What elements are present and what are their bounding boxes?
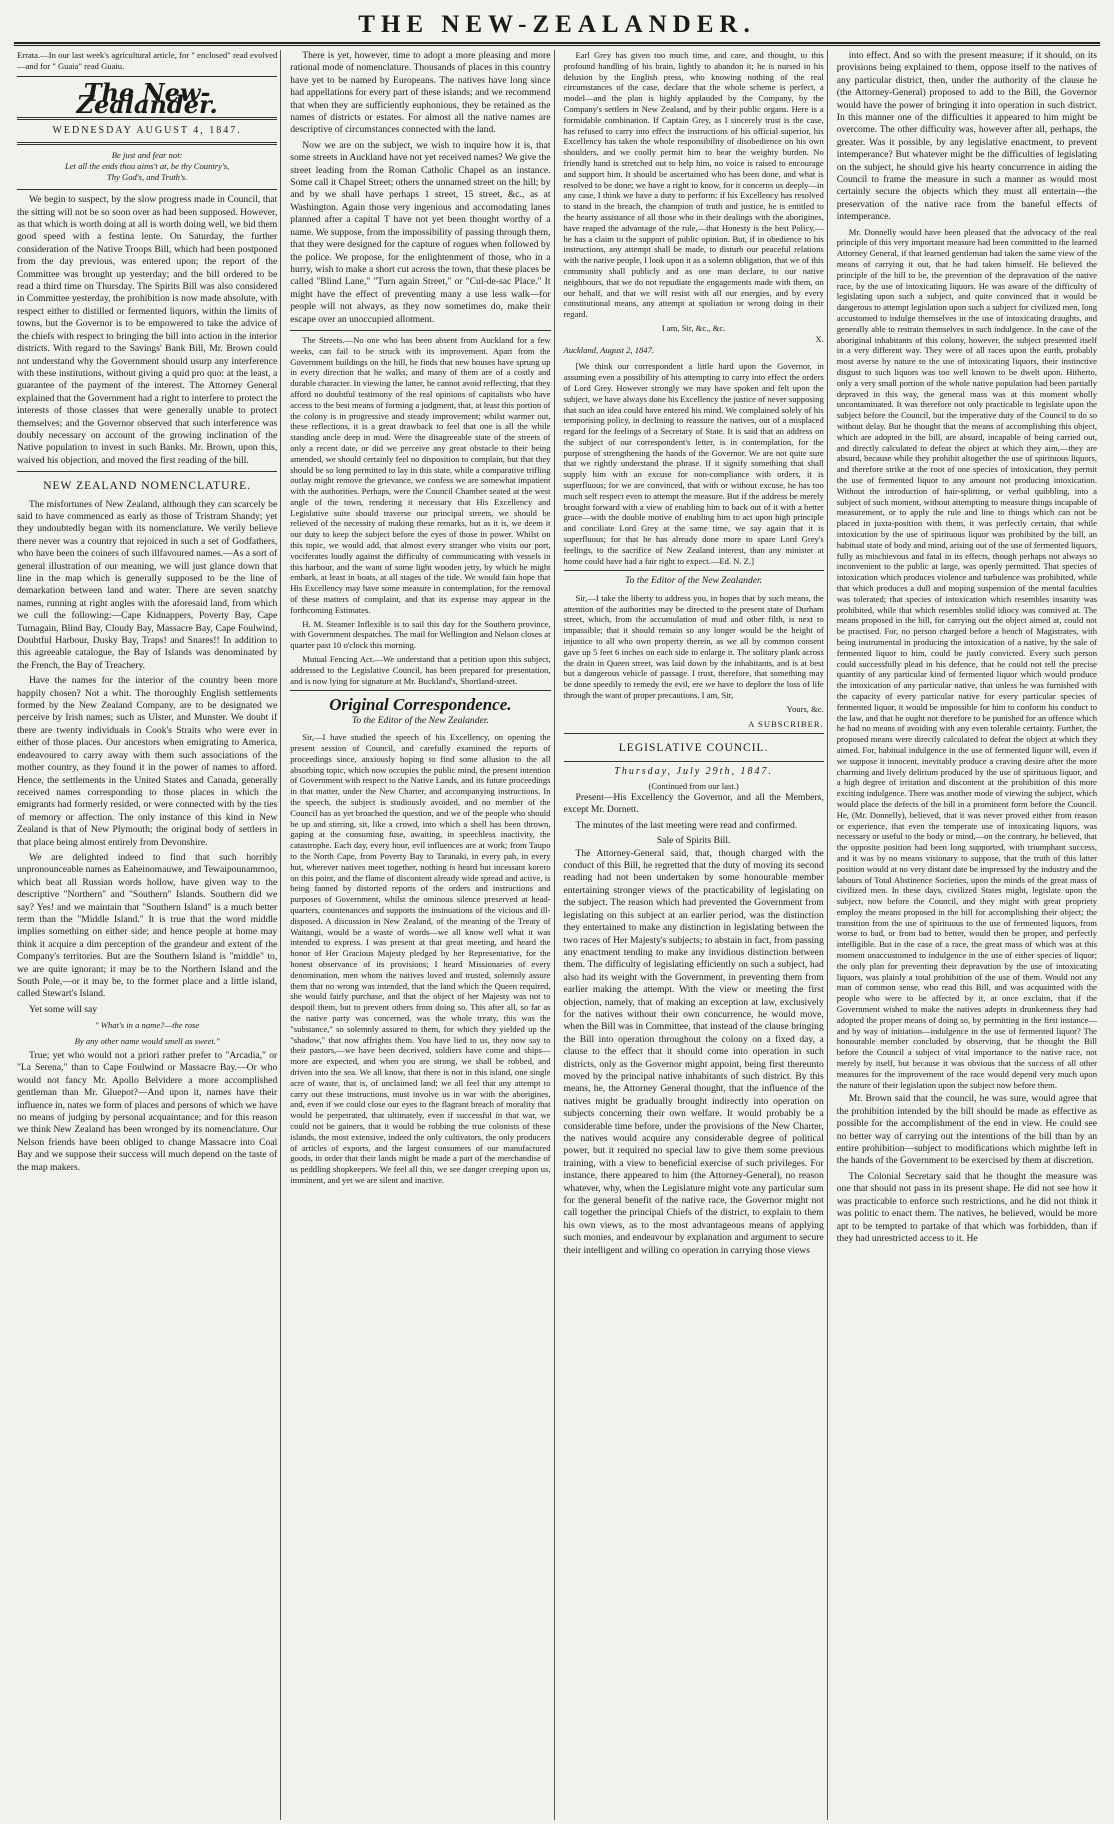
verse-line-2: By any other name would smell as sweet." xyxy=(74,1035,220,1046)
letter2-signoff: Yours, &c. xyxy=(786,703,824,714)
section-rule xyxy=(290,690,550,691)
council-minutes: The minutes of the last meeting were read and confirmed. xyxy=(575,819,798,831)
letter2-subheading: To the Editor of the New Zealander. xyxy=(625,575,763,587)
nomenclature-paragraph: We are delighted indeed to find that such horribly unpronounceable names as Eaheinomauwe, and Tewaipounammoo, which beat all Russian words hollow, have given way to the descriptive "Northern" and "Southern" Islands. Southern did we say? Yes! and we maintain that "Southern Island" is a much better term than the "Middle Island." It is true that the word middle implies something on either side; and hence people at home may think it acquire a dim perception of the grandeur and extent of the Company's territories. But are the Southern Island is "middle" to, we are quite ignorant; it may be to the Northern Island and the South Pole,—or it may be, to the former place and a little island, called Stewart's Island. xyxy=(17,851,278,1000)
letter-signature: X. xyxy=(815,333,824,344)
spirits-paragraph: into effect. And so with the present measure; if it should, on its provisions being explained to them, oppose itself to the natives of any particular district, then, under the authority of the clause he (the Attorney-General) proposed to add to the Bill, the Governor would have the power of bringing it into operation in such district. In this manner one of the difficulties it appeared to him might be overcome. The other difficulty was, however after all, perhaps, the greater. Was it possible, by any legislative enactment, to prevent intemperance? But whatever might be the difficulties of legislating on the subject, he should give his hearty concurrence in aiding the Council to frame the measure in such a manner as would most certainly secure the objects which they must all entertain—the preservation of the native race from the baneful effects of intemperance. xyxy=(836,50,1097,223)
streets-paragraph: The Streets.—No one who has been absent from Auckland for a few weeks, can fail to be struck with its improvement. Apart from the Government buildings on the hill, he finds that new houses have sprung up in every direction that he walks, and many of them are of a costly and durable character. In viewing the latter, he cannot avoid reflecting, that they afford no doubtful testimony of the real opinions of capitalists who have access to the best means of forming a judgment, that, at least this portion of the colony is in progressive and steady improvement; whilst warmer out, these reflections, it is a great drawback to feel that one is all the while standing ancle deep in mud. Were the disagreeable state of the streets of only a recent date, or did we perceive any great obstacle to their being amended, we should certainly feel no disposition to complain, but that they should be so long permitted to lay in this state, while a comparative trifling outlay might remove the grievance, we confess we are somewhat impatient with the authorities. Perhaps, were the Council Chamber seated at the west angle of the town, rendering it necessary that His Excellency and Legislative suite should traverse our principal streets, we should be relieved of the necessity of making these remarks, but as it is, we deem it our duty to keep the subject before the eyes of those in power. Whilst on this topic, we would add, that almost every stranger who visits our port, vociferates loudly against the difficulty of communicating with vessels in this harbour, and the want of some light wooden jetty, by which he might embark, at least in boats, at all stages of the tide. We would fain hope that His Excellency may have some measure in contemplation, for the removal of these matters of complaint, and that its expense may appear in the forthcoming Estimates. xyxy=(290,334,551,615)
columns xyxy=(14,50,1100,1820)
motto xyxy=(17,150,277,183)
letter2-signature: A SUBSCRIBER. xyxy=(748,718,824,729)
nomenclature-paragraph: There is yet, however, time to adopt a more pleasing and more rational mode of nomenclature. Thousands of places in this country have yet to be named by Europeans. The natives have long since had appellations for every part of these islands; and we recommend that when they are sufficiently euphonious, they be retained as the names of districts or estates. For almost all the native names are descriptive of circumstances connected with the land. xyxy=(290,50,551,136)
letter-paragraph: Earl Grey has given too much time, and care, and thought, to this profound handling of his brain, lightly to abandon it; he is nursed in his delusion by the English press, who knowing nothing of the real circumstances of the case, declare that the whole scheme is perfect, a model—and the plan is highly applauded by the Company, by the Company's settlers in New Zealand, and by their public organs. Here is a formidable combination. If Captain Grey, as I sincerely trust is the case, has refused to carry into effect the instructions of his official superior, his Excellency has taken the whole responsibility of disobedience on his own shoulders, and we coolly permit him to bear the weighty burden. No friendly hand is stretched out to help him, no voice is raised to encourage and support him. It should be ascertained who has been done, and what is resolved to be done; we have a right to know, for it concerns us deeply—in any case, I think we have a duty to perform: if his Excellency has resolved to stand in the breach, the champion of truth and justice, he is entitled to the hearty assistance of all those who in their dealings with the aborigines, have reaped the advantage of the rule,—that Honesty is the best Policy,—he has a claim to the support of public opinion. But, if in obedience to his instructions, any attempt shall be made, to disturb our peaceful relations with the native people, I look upon it as a solemn obligation, that we of this community shall publicly and as one man declare, to our native neighbours, that we do not repudiate the engagements made with them, on our behalf, and that we will resist with all our energies, and by every constitutional means, any attempt at spoliation or wrong doing in their regard. xyxy=(563,50,824,320)
errata-notice: Errata.—In our last week's agricultural article, for " enclosed" read evolved—and for " Guaia" read Guaiu. xyxy=(17,50,277,77)
correspondence-subheading: To the Editor of the New Zealander. xyxy=(351,714,489,726)
brown-paragraph: Mr. Brown said that the council, he was sure, would agree that the prohibition intended by the bill should be made as effective as possible for the accomplishment of the end in view. He could see no better way of carrying out the intentions of the bill than by an entire prohibition—subject to modifications which mightbe left in the hands of the Government to be exercised by them at discretion. xyxy=(836,1093,1097,1167)
dateline-rule xyxy=(17,142,277,145)
dateline: WEDNESDAY AUGUST 4, 1847. xyxy=(52,124,242,136)
spirits-bill-heading: Sale of Spirits Bill. xyxy=(656,835,731,847)
section-rule xyxy=(564,733,824,734)
editor-note: [We think our correspondent a little hard upon the Governor, in assuming even a possibility of his attempting to carry into effect the orders of Lord Grey. However strongly we may have spoken and felt upon the subject, we have always done his Excellency the justice of never supposing that such an idea could have entered his mind. We complained solely of his temporising policy, in declining to reassure the natives, out of a misplaced regard for the feelings of a Secretary of State. It is said that an address on the subject of our correspondent's letter, is in contemplation, for the purpose of strengthening the hands of the Governor. We are not quite sure that we rightly understand the phrase. If it signify something that shall supply him with an excuse for non-compliance with orders, it is superfluous; for we are convinced, that with or without excuse, he has too much self respect even to attempt the measure. But if the address be merely brought forward with a view of enabling him to back out of it with a better grace—with the double motive of enabling him to act upon high principle and conciliate Lord Grey at the same time, we say again that it is superfluous; for that he has already done more to spare Lord Grey's feelings, to the sacrifice of New Zealand interest, than any minister at home could have had a fair right to expect.—Ed. N. Z.] xyxy=(563,361,824,566)
nomenclature-paragraph: Yet some will say xyxy=(29,1003,98,1015)
section-rule xyxy=(564,570,824,571)
letter-paragraph: Sir,—I have studied the speech of his Excellency, on opening the present session of Council, and carefully examined the reports of proceedings since, anxiously hoping to find some allusion to the all absorbing topic, which now occupies the public mind, the present intention of Government with respect to the Native Lands, and its future proceedings in that matter, under the New Charter, and accompanying instructions. In the speech, the subject is studiously avoided, and no member of the Council has as yet broached the question, and we of the people who should be up and stirring, sit, like a crowd, into which a shell has been thrown, gaping at the consuming fuse, awaiting, in speechless inactivity, the catastrophe. Each day, every hour, evil influences are at work; from Taupo to the North Cape, from Poverty Bay to Taranaki, in every pah, in every hut, wherever natives meet together, nothing is heard but incessant korero on this point, and the flame of discontent already wide spread and active, is being fanned by distorted reports of the orders and instructions and purposes of Government, whilst the ominous silence preserved at head-quarters, countenances and supports the insinuations of the vicious and ill-disposed. A discussion in New Zealand, of the meaning of the Treaty of Waitangi, would be a waste of words—we all know well what it was intended to express. I was present at that great meeting, and heard the honor of Her Gracious Majesty pledged by her Representative, for the honest observance of its provisions; I heard Missionaries of every denomination, men whom the natives loved and trusted, solemnly assure them that no wrong was intended, that the land which the Queen required, she would fairly purchase, and that the object of her Majesty was not to despoil them, but to prevent others from doing so. This after all, so far as the native party was concerned, was the whole treaty, this was the "substance," so solemnly assured to them, for which they yielded up the "shadow," that now affrights them. You have lied to us, they now say to their pastors,—we have been deceived, soldiers have come and ships—more are expected, and when you are strong, we shall be robbed, and driven into the sea. We all know, that there is not in this island, one single acre of waste, that is, of unclaimed land; we all feel that any attempt to carry out these instructions, must involve us in war with the aborigines, and, even if we could close our eyes to the flagrant breach of morality that would be perpetrated, that ultimately, even if successful in that war, we could not be gainers, that it would be robbing the true colonists of these islands, the most extensive, indeed the only cultivators, the only producers of articles of exports, and the largest consumers of our manufactured goods, in order that their lands might be made a part of the merchandise of us peddling shopkeepers. We feel all this, we see danger creeping upon us, imminent, and yet we are silent and inactive. xyxy=(290,732,551,1185)
council-continued: (Continued from our last.) xyxy=(648,781,739,792)
letter2-paragraph: Sir,—I take the liberty to address you, in hopes that by such means, the attention of the authorities may be directed to the present state of Durham street, which, from the accumulation of mud and other filth, is next to impassible; that it should remain so any longer would be the height of injustice to all who own property therein, as we all by common consent gave up 5 feet 6 inches on each side to enlarge it. The solitary plank across the drain in Queen street, was laid down by the inhabitants, and is at best but a dangerous vehicle of passage. I trust, therefore, that something may be done speedily to remedy the evil, ere we have to deplore the loss of life through the want of proper precautions. I am, Sir, xyxy=(563,592,824,701)
spirits-paragraph: The Attorney-General said, that, though charged with the conduct of this Bill, he regretted that the duty of moving its second reading had not been undertaken by some honourable member entertaining stronger views of the practicability of legislating on the subject. The reason which had prevented the Government from legislating on this subject at an earlier period, was the distinction they entertained to make any distinction in legislating between the two races of Her Majesty's subjects; to abstain in fact, from passing any enactment tending to make any invidious distinction between them. The difficulty of legislating efficiently on such a subject, had also had its weight with the Government, in preventing them from earlier making the attempt. With the view or meeting the first objection, namely, that of making an exception at law, exclusively for the natives without their own concurrence, he would move, when the Bill was in Committee, that instead of the clause bringing the Bill into operation throughout the colony on a fixed day, a clause to the effect that it should come into operation in such districts, only as the Governor might appoint, being first thereunto moved by the principal native inhabitants of such district. By this means, he, the Attorney General thought, that the influence of the natives might be gradually brought indirectly into operation on subjects concerning their own welfare. It would probably be a considerable time before, under the provisions of the New Charter, the natives would acquire any considerable degree of political power, but it required no special law to give them some previous training, with a view to beneficial exercise of such privileges. For instance, there appeared to him (the Attorney-General), no reason whatever, why, when the Legislature might vote any particular sum for the general benefit of the native race, the Governor might not call together the principal Chiefs of the district, to explain to them his own views, as to the most advantageous means of applying such monies, and endeavour by explanation and argument to secure their intelligent and willing co operation in carrying those views xyxy=(563,847,824,1256)
masthead: THE NEW-ZEALANDER. xyxy=(358,11,756,38)
column-3 xyxy=(561,50,828,1820)
council-heading: LEGISLATIVE COUNCIL. xyxy=(618,742,769,755)
paper-title: The New-Zealander. xyxy=(76,78,218,120)
letter-place-date: Auckland, August 2, 1847. xyxy=(563,344,655,355)
fencing-paragraph: Mutual Fencing Act.—We understand that a petition upon this subject, addressed to the Legislative Council, has been prepared for presentation, and is now lying for signature at Mr. Buckland's, Shortland-street. xyxy=(290,654,551,686)
council-rule xyxy=(564,761,824,762)
editorial-paragraph: We begin to suspect, by the slow progress made in Council, that the sitting will not be so soon over as had been supposed. However, as that which is worth doing at all is worth doing well, we bid them good speed with a festina lente. On Saturday, the further consideration of the Native Troops Bill, which had been postponed from the day previous, was entered upon; the report of the Committee was brought up yesterday; and the bill ordered to be read a third time on Thursday. The Spirits Bill was also considered in Committee yesterday, the prohibition is now made absolute, with respect either to distilled or fermented liquors, within the limits of towns, but the Governor is to be empowered to take the advice of the chiefs with respect to bringing the bill into action in the interior districts. With regard to the Savings' Bank Bill, Mr. Brown could not understand why the Government should usurp any interference with these institutions, without giving a quid pro quo: at the least, a guarantee of the payment of the interest. The Attorney General explained that the Government had a right to interfere to protect the interests of those classes that were generally unable to protect themselves; and the Governor observed that such interference was doubly necessary on account of the growing inclination of the Native population to invest in such Banks. Mr. Brown, upon this, waived his objection, and moved the first reading of the bill. xyxy=(17,194,278,466)
motto-line-2: Let all the ends thou aims't at, be thy Country's, xyxy=(64,161,230,172)
letter-signoff: I am, Sir, &c., &c. xyxy=(661,322,726,333)
council-present: Present—His Excellency the Governor, and all the Members, except Mr. Dornett. xyxy=(563,792,824,816)
council-date: Thursday, July 29th, 1847. xyxy=(614,765,773,777)
verse-line-1: " What's in a name?—the rose xyxy=(95,1020,200,1031)
motto-rule xyxy=(17,189,277,190)
secretary-paragraph: The Colonial Secretary said that he thought the measure was one that should not pass in its present shape. He did not see how it was practicable to enforce such restrictions, and he did not think it was politic to enact them. The natives, he believed, would be more apt to be tempted to partake of that which was forbidden, than if they had unrestricted access to it. He xyxy=(836,1170,1097,1244)
column-2 xyxy=(287,50,554,1820)
steamer-paragraph: H. M. Steamer Inflexible is to sail this day for the Southern province, with Government despatches. The mail for Wellington and Nelson closes at quarter past 10 o'clock this morning. xyxy=(290,618,551,651)
motto-line-3: Thy God's, and Truth's. xyxy=(106,172,188,183)
correspondence-heading: Original Correspondence. xyxy=(329,695,512,715)
section-rule xyxy=(17,471,277,472)
motto-line-1: Be just and fear not: xyxy=(111,150,183,161)
nomenclature-heading: NEW ZEALAND NOMENCLATURE. xyxy=(43,480,252,493)
nomenclature-paragraph: Have the names for the interior of the country been more happily chosen? Not a whit. The thoroughly English settlements formed by the New Zealand Company, are to be designated we perceive by Irish names; such as Ulster, and Munster. We doubt if there are twenty individuals in Cook's Straits who were ever in either of those places. Our ancestors when emigrating to America, endeavoured to carry away with them such associations of the mother country, as they found it in the power of names to afford. Hence, the settlements in the United States and Canada, generally received names corresponding to those places in which the emigrants had formerly resided, or were connected with by the ties of memory or affection. The only instance of this kind in New Zealand is that of New Plymouth; the original body of settlers in that place being almost entirely from Devonshire. xyxy=(17,675,278,848)
nomenclature-paragraph: The misfortunes of New Zealand, although they can scarcely be said to have commenced as early as those of Tristram Shandy; yet they undoubtedly began with its nomenclature. We verily believe there never was a country that rejoiced in such a set of Godfathers, who have been the coiners of such illfavoured names.—As a sort of general illustration of our meaning, we will just glance down that line in the map which is generally supposed to be the line of demarkation between land and water. There are seven snatchy names, running at right angles with the aforesaid land, from which we cull the following:—Cape Kidnappers, Poverty Bay, Cape Turnagain, Blind Bay, Cloudy Bay, Massacre Bay, Cape Foulwind, Doubtful Harbour, Dusky Bay, Traps! and Snares!! In addition to this agreeable catalogue, the Bay of Islands was denominated by the French, the Bay of Treachery. xyxy=(17,498,278,671)
section-rule xyxy=(290,330,550,331)
donnelly-paragraph: Mr. Donnelly would have been pleased that the advocacy of the real principle of this very important measure had been committed to the learned Attorney General, if that learned gentleman had taken the same view of the means of carrying it out, that he had taken himself. He believed the principle of the bill to be, the prevention of the depravation of the native race, by the use of intoxicating liquors. He was aware of the difficulty of legislating upon such a subject, and quite convinced that it would be dangerous to attempt legislation upon such a subject for civilized men, long accustomed to indulge themselves in the use of intoxicating draughts, and generally able to restrain themselves in such indulgence. In the case of the aboriginal inhabitants of this colony, however, the subject presented itself in a very different way. They were of all races upon the earth, probably most averse by nature to the use of intoxicating liquors, their instinctive disgust to such liquors was too well known to be dwelt upon. Hitherto, only a very small portion of the whole native population had been partially depraved in this way, the general mass was at this moment wholly uncontaminated. It was therefore not only practicable to legislate upon the subject before the Council, but the imperative duty of the Council to do so without delay. But he thought that the means of accomplishing this object, which are adopted in the bill, are absurd, incapable of being carried out, and directly calculated to defeat the object at which they aim,—they are absurd, because while they prohibit altogether the use of spirituous liquors, and therefore strike at the root of one species of intoxication, they permit the use of fermented liquor to any amount not producing intoxication. Without the introduction of hair-splitting, or verbal quibbling, into a subject of such moment, without attempting to measure things incapable of measurement, or to apply the rule and line to things which can not be placed in juxta-position with them, it was perfectly certain, that while intoxication by the use of spirituous liquor was prohibited by the bill, an habitual state of body and mind, arising out of the use of fermented liquors, fully as mischievous and fatal in its effects, though perhaps not always so inconvenient to the public at large, was openly permitted. That species of intoxication which produces violence and turbulence was prohibited, while that which produces a dull and moping suspension of the mental faculties was tolerated; that species of intoxication which resembles insanity was prohibited, while that which resembles stolid idiocy was connived at. The means proposed in the bill, for carrying out the object aimed at, could not be practised. For, no person charged before a bench of Magistrates, with being instrumental in producing the intoxication of a native, by the sale of fermented liquor to him, could be justly convicted. Every such person could successfully plead in his defence, that he could not tell the precise quantity of any particular kind of fermented liquor which would produce the intoxication of any particular native, that unless he was furnished with the capacity of every particular native for every particular species of fermented liquor, it would be impossible for him to conform his conduct to the law, and that he ought not therefore to be punished for an offence which he had no means of avoiding with any even tolerable certainty. Further, the proposed means were directly calculated to defeat the object at which they aimed. For, habitual indulgence in the use of fermented liquor will, even if we suppose it innocent, inevitably produce a craving desire after the more charming and lively delirium produced by the use of spirituous liquor, and a high degree of irritation and discontent at the prohibition of this more exciting indulgence. There was another mode of viewing the subject, which would place the defects of the bill in a prominent form before the Council. He, (Mr. Donnelly), believed, that it was never proved either from reason or experience, that even the temperate use of intoxicating liquors, was necessary or useful to the body or mind,—on the contrary, he believed, that the opposite position had been long supported, with triumphant success, and it was by no means visionary to suppose, that the truth of this latter position would at no very distant date be impressed by the industry and the labours of Total Abstinence Societies, upon the minds of the great mass of civilized men. In these days, civilized States might, legislate upon the subject, now before the Council, and they might with great propriety employ the means proposed in the bill for accomplishing their object; the transition from the use of spirituous to the use of fermented liquors, from worse to bad, or from bad to better, would then be proper, and perfectly intelligible. But in the case of a race, the great mass of which was at this moment unaccustomed to indulgence in the use of either species of liquor; the only plan for preventing their depravation by the use of intoxicating liquors, was plainly a total prohibition of the use of them. Would not any man of common sense, who read this Bill, and was acquainted with the people who were to be affected by it, at once exclaim, that if the Government wished to make the natives adepts in drunkenness they had adopted the proper means of doing so, by permitting in the first instance—and by way of initiation—indulgence in the use of fermented liquor? The honourable member concluded by observing, that he thought the Bill before the Council a subject of vital importance to the native race, not merely by itself, but because it was obvious that the success of all other measures for the improvement of the race would depend very much upon the nature of their legislation upon the subject now before them. xyxy=(836,226,1097,1090)
masthead-rule xyxy=(14,42,1100,46)
nomenclature-paragraph: Now we are on the subject, we wish to inquire how it is, that some streets in Auckland have not yet received names? We give the street leading from the Roman Catholic Chapel as an instance. Some call it Chapel Street; others the unnamed street on the hill; by and by we shall have perhaps 1 street, 15 street, &c., as at Washington. Again those very ingenious and accomodating lanes planned after a capital T have not yet been thought worthy of a name. We suppose, from the impossibility of passing through them, that they were designed for the capture of rogues when followed by the police. We propose, for the enlightenment of those, who in a hurry, wish to make a short cut across the town, that these places be called "Blind Lane," "Turn again Street," or "Cul-de-sac Place." It might have the effect of preventing many a use less walk—for people will not always, as they now sometimes do, make their escape over an unoccupied allotment. xyxy=(290,139,551,325)
column-4 xyxy=(834,50,1100,1820)
nomenclature-paragraph: True; yet who would not a priori rather prefer to "Arcadia," or "La Serena," than to Cape Foulwind or Massacre Bay.—Or who would not fancy Mr. Apollo Belvidere a more accomplished gentleman than Mr. Gluepot?—And upon it, names have their influence in, nates we form of places and persons of which we have no means of judging by personal acquaintance; and for this reason we think New Zealand has been wronged by its nomenclature. Our Nelson friends have been obliged to change Massacre into Coal Bay and we suppose their success will much depend on the taste of the map makers. xyxy=(17,1050,278,1173)
column-1 xyxy=(14,50,281,1820)
